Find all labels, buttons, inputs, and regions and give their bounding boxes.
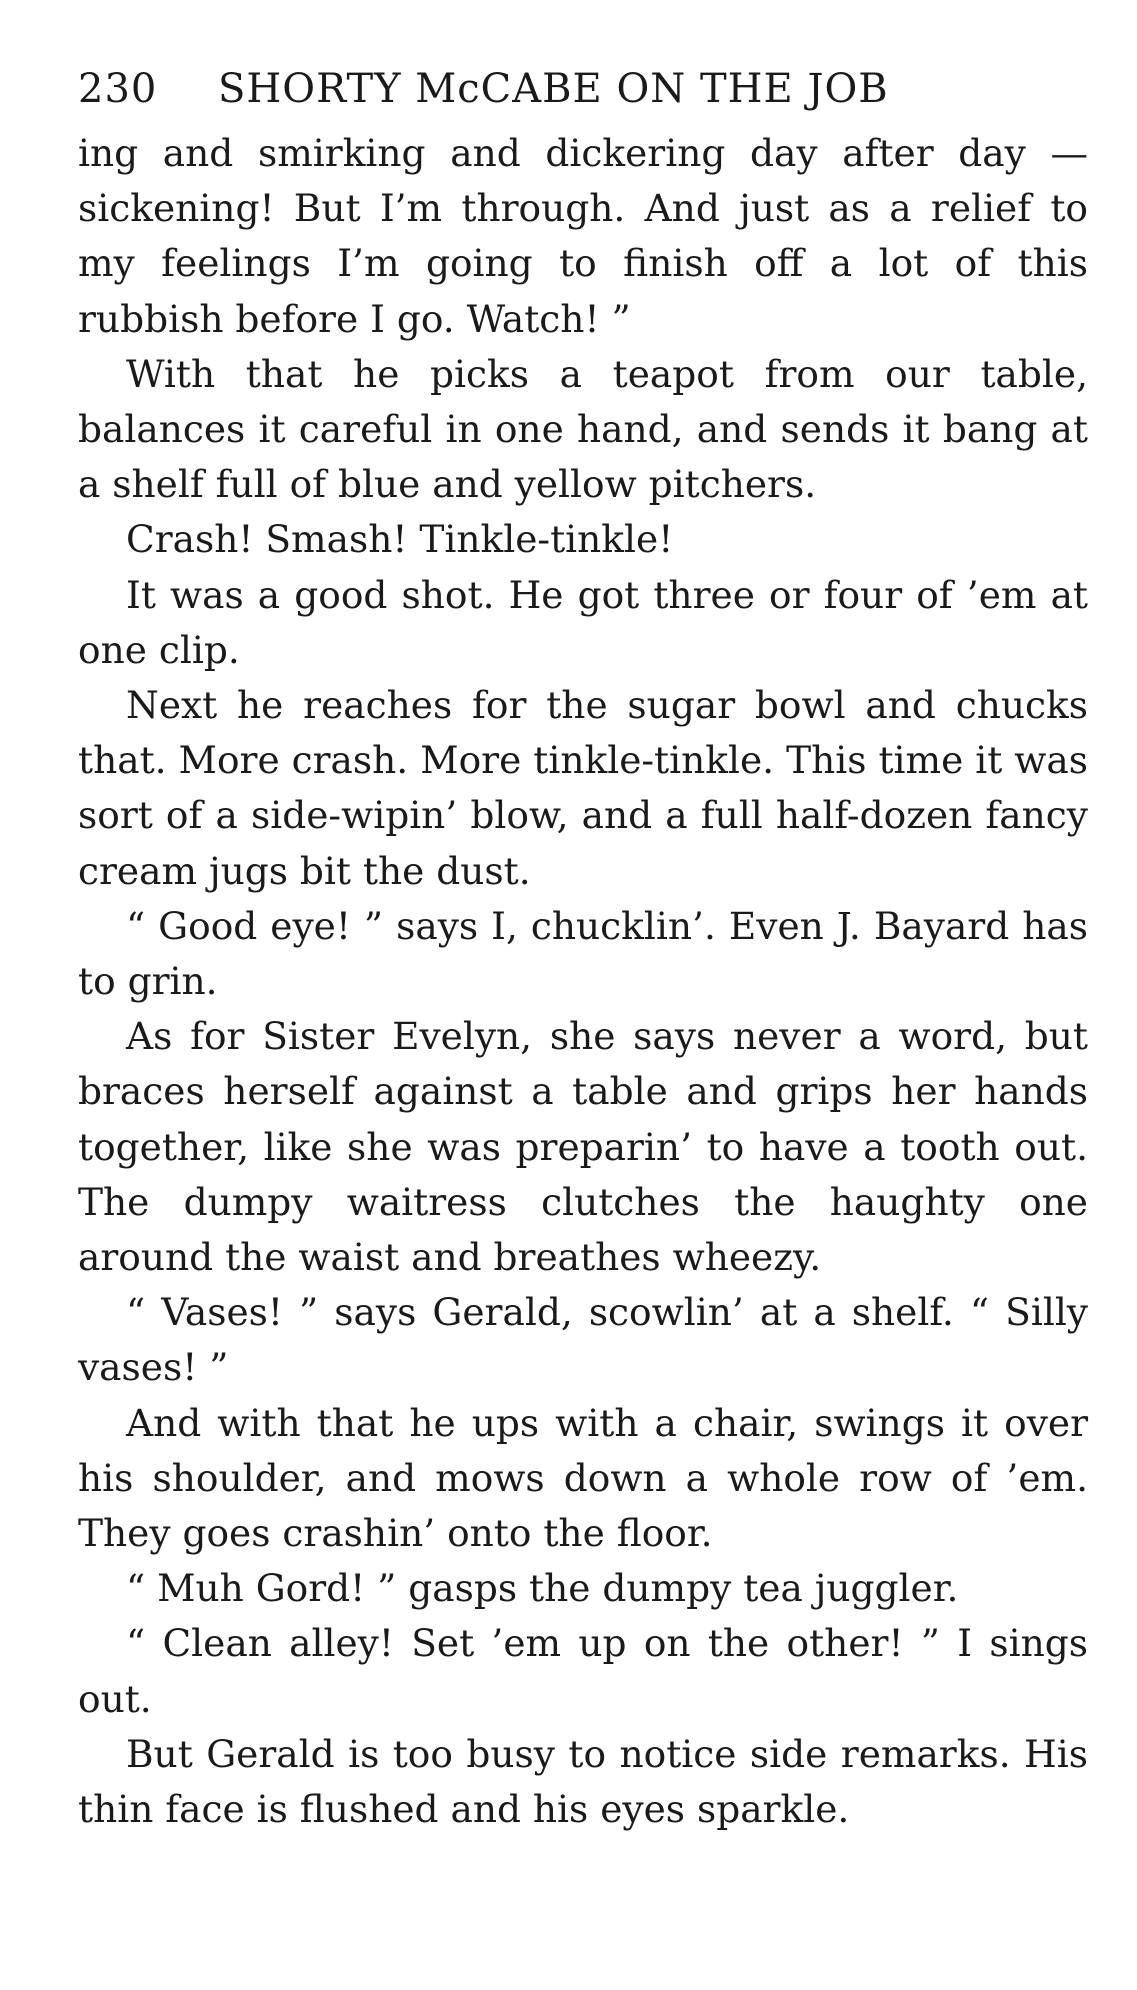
body-text	[78, 126, 1088, 1837]
running-head	[78, 54, 1088, 124]
paragraph-continued: ing and smirking and dickering day after day —sickening! But I’m through. And just as a relief to my feelings I’m going to finish off a lot of this rubbish before I go. Watch! ”	[78, 131, 1088, 341]
running-title: SHORTY McCABE ON THE JOB	[218, 66, 889, 112]
paragraph: “ Clean alley! Set ’em up on the other! ” I sings out.	[78, 1621, 1088, 1721]
paragraph: It was a good shot. He got three or four of ’em at one clip.	[78, 572, 1088, 672]
paragraph: “ Muh Gord! ” gasps the dumpy tea juggler.	[126, 1566, 959, 1611]
page-number: 230	[78, 66, 158, 112]
paragraph: “ Vases! ” says Gerald, scowlin’ at a shelf. “ Silly vases! ”	[78, 1290, 1088, 1390]
book-page	[78, 54, 1088, 1837]
paragraph: “ Good eye! ” says I, chucklin’. Even J. Bayard has to grin.	[78, 903, 1088, 1004]
paragraph: But Gerald is too busy to notice side remarks. His thin face is flushed and his eyes sparkle.	[78, 1731, 1088, 1832]
paragraph: As for Sister Evelyn, she says never a word, but braces herself against a table and grips her hands together, like she was preparin’ to have a tooth out. The dumpy waitress clutches the haughty one around the waist and breathes wheezy.	[78, 1014, 1088, 1280]
paragraph: Crash! Smash! Tinkle-tinkle!	[126, 517, 674, 562]
paragraph: Next he reaches for the sugar bowl and chucks that. More crash. More tinkle-tinkle. This time it was sort of a side-wipin’ blow, and a full half-dozen fancy cream jugs bit the dust.	[78, 683, 1088, 893]
paragraph: And with that he ups with a chair, swings it over his shoulder, and mows down a whole row of ’em. They goes crashin’ onto the floor.	[78, 1400, 1088, 1556]
paragraph: With that he picks a teapot from our table, balances it careful in one hand, and sends it bang at a shelf full of blue and yellow pitchers.	[78, 351, 1088, 507]
